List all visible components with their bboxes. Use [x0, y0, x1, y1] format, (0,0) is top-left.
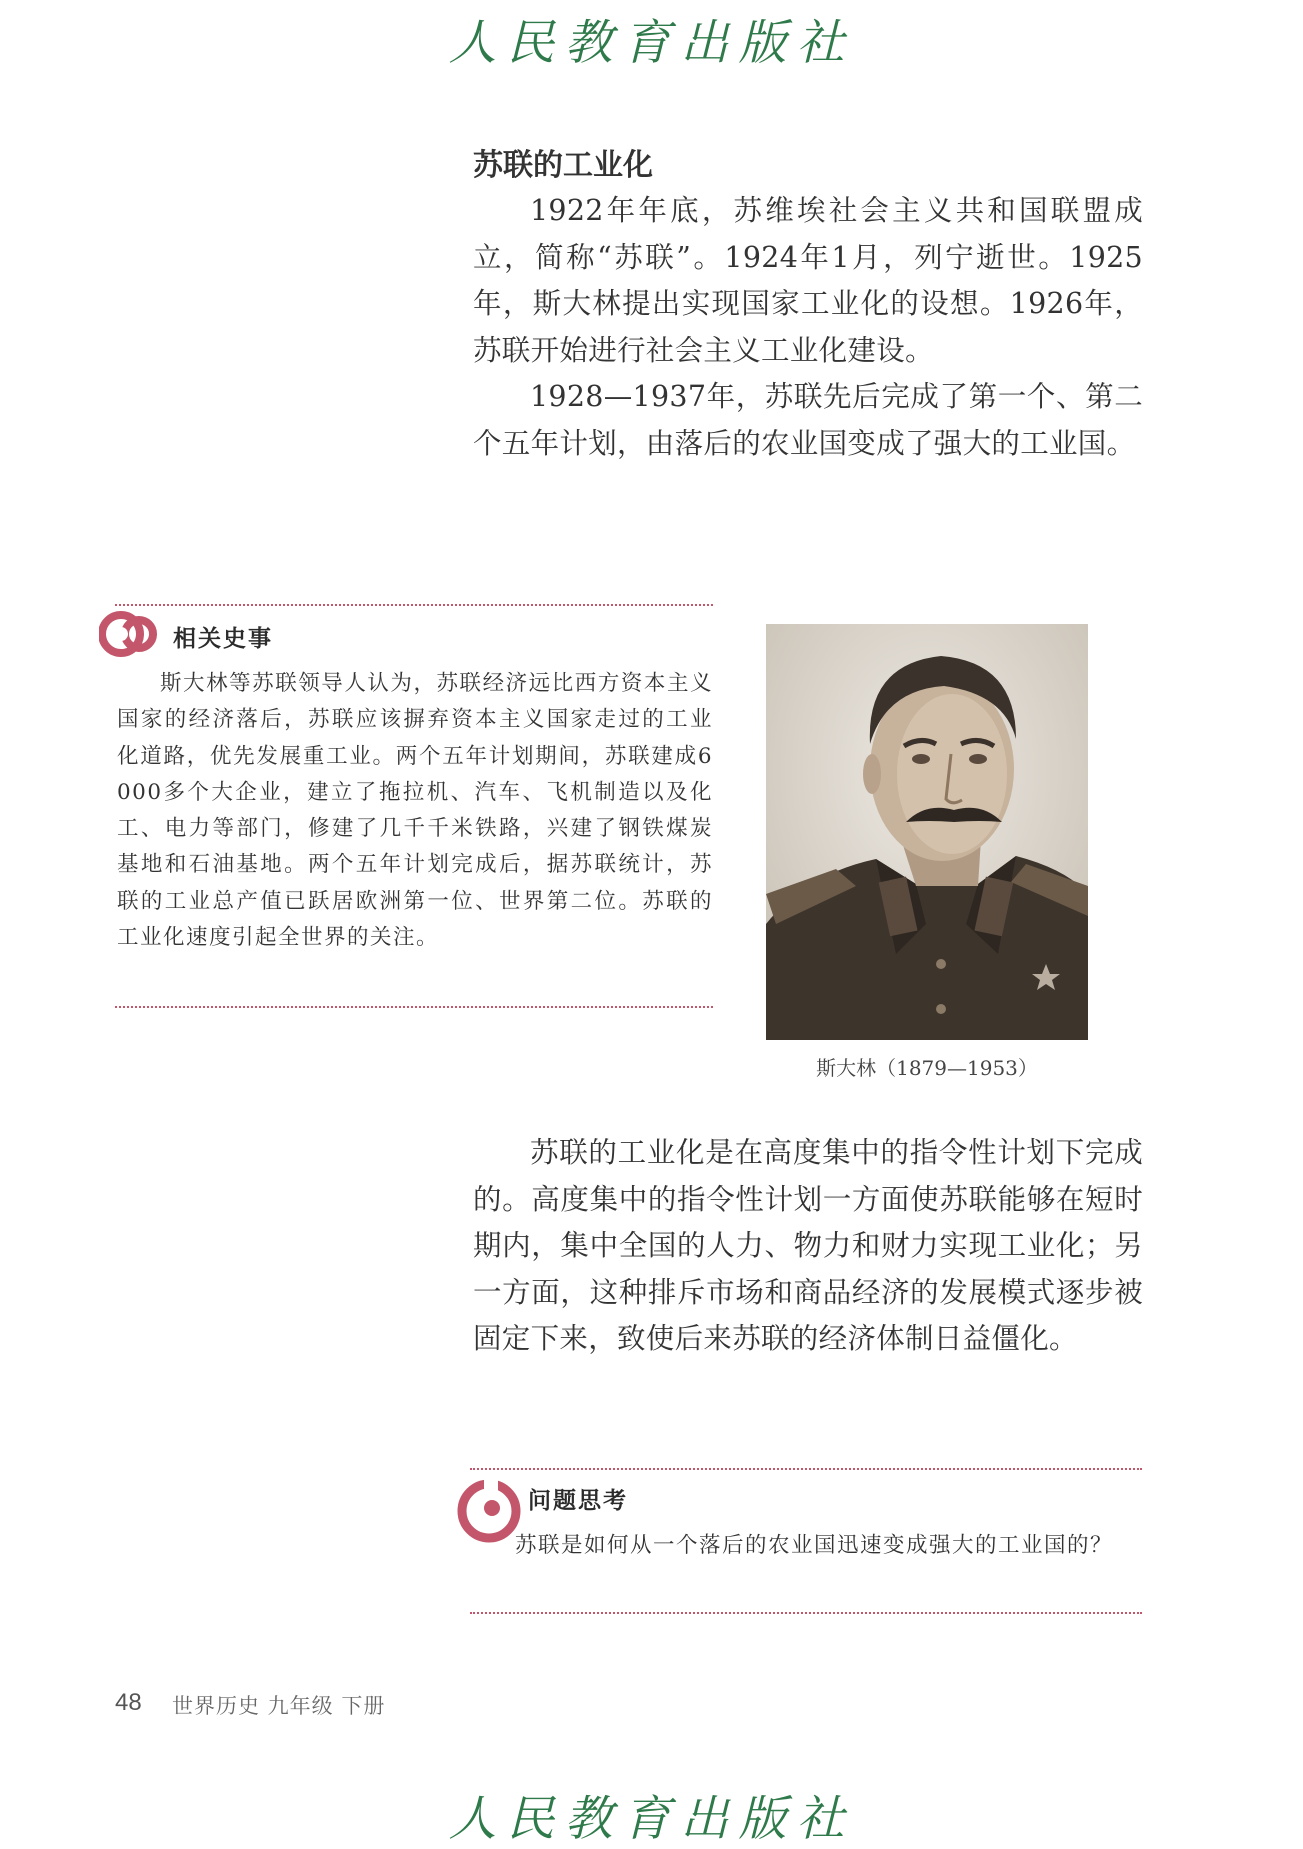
question-paragraph: 苏联是如何从一个落后的农业国迅速变成强大的工业国的？ [515, 1533, 1114, 1558]
portrait-image [766, 624, 1088, 1040]
question-box [470, 1468, 1142, 1614]
question-title: 问题思考 [528, 1488, 628, 1514]
related-history-box [115, 604, 713, 1008]
paragraph: 1922年年底，苏维埃社会主义共和国联盟成立，简称“苏联”。1924年1月，列宁逝世。1925年，斯大林提出实现国家工业化的设想。1926年，苏联开始进行社会主义工业化建设。 [473, 194, 1143, 367]
question-text [472, 1528, 1140, 1564]
related-history-text [117, 666, 713, 956]
book-title: 世界历史 九年级 下册 [172, 1694, 386, 1718]
section-heading: 苏联的工业化 [473, 148, 653, 183]
related-history-paragraph: 斯大林等苏联领导人认为，苏联经济远比西方资本主义国家的经济落后，苏联应该摒弃资本主义国家走过的工业化道路，优先发展重工业。两个五年计划期间，苏联建成6 000多个大企业，建立了拖拉机、汽车、飞机制造以及化工、电力等部门，修建了几千千米铁路，兴建了钢铁煤炭基地和石油基地。两个五年计划完成后，据苏联统计，苏联的工业总产值已跃居欧洲第一位、世界第二位。苏联的工业化速度引起全世界的关注。 [117, 671, 713, 951]
related-history-icon [99, 604, 159, 664]
portrait-caption: 斯大林（1879—1953） [816, 1056, 1038, 1080]
publisher-logo-top: 人民教育出版社 [448, 15, 855, 71]
main-text-block-1 [473, 188, 1143, 467]
page-number: 48 [115, 1689, 142, 1716]
paragraph: 苏联的工业化是在高度集中的指令性计划下完成的。高度集中的指令性计划一方面使苏联能够在短时期内，集中全国的人力、物力和财力实现工业化；另一方面，这种排斥市场和商品经济的发展模式逐步被固定下来，致使后来苏联的经济体制日益僵化。 [473, 1136, 1143, 1355]
related-history-title: 相关史事 [173, 626, 273, 652]
main-text-block-2 [473, 1130, 1143, 1363]
stalin-portrait [766, 624, 1088, 1040]
paragraph: 1928—1937年，苏联先后完成了第一个、第二个五年计划，由落后的农业国变成了强大的工业国。 [473, 380, 1143, 460]
publisher-logo-bottom: 人民教育出版社 [448, 1791, 855, 1847]
